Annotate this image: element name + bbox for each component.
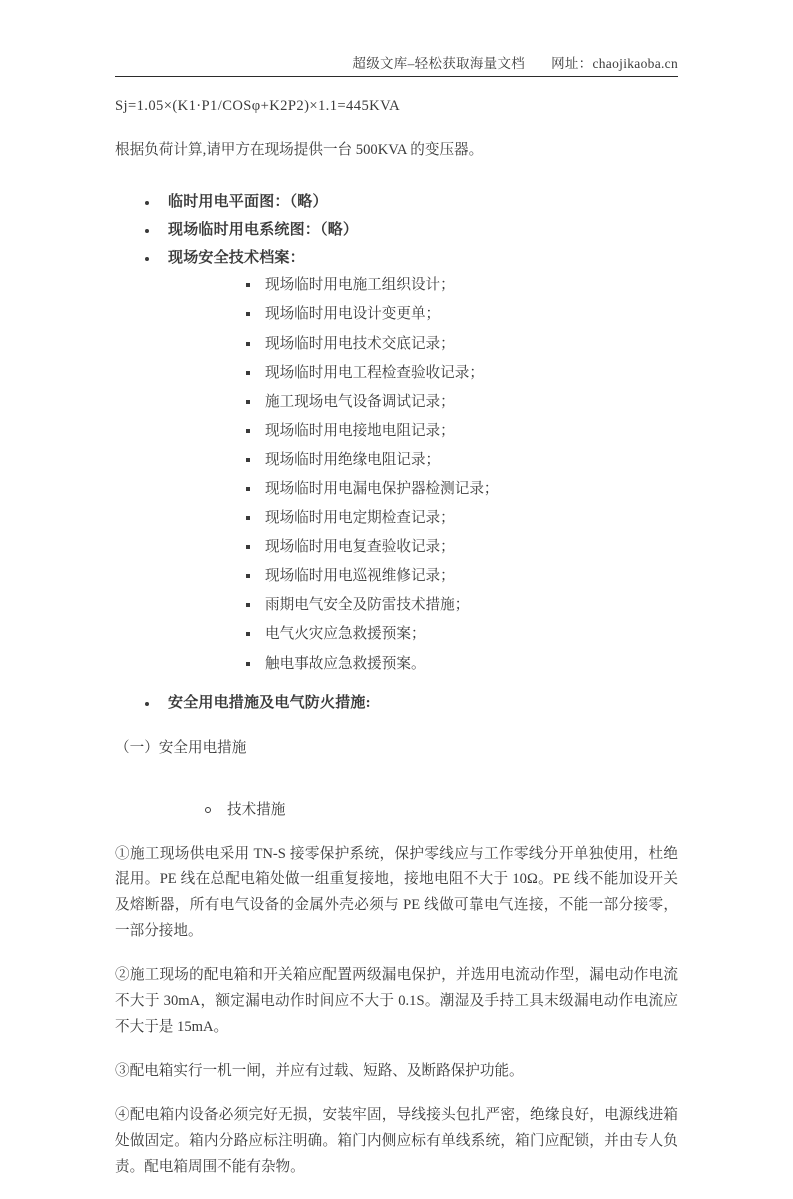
archive-sub-list: [115, 273, 678, 676]
main-bullet-list: [115, 190, 678, 271]
list-item: 触电事故应急救援预案。: [115, 652, 678, 677]
technical-measures-sub-heading-list: [115, 798, 678, 823]
list-item: 现场安全技术档案：: [115, 246, 678, 272]
safety-bullet-list: [115, 691, 678, 717]
section-heading-one: （一）安全用电措施: [115, 740, 247, 757]
header-text-line: [115, 52, 678, 72]
paragraph-2: ②施工现场的配电箱和开关箱应配置两级漏电保护，并选用电流动作型，漏电动作电流不大于 30mA，额定漏电动作时间应不大于 0.1S。潮湿及手持工具末级漏电动作电流应不大于是 15mA。: [115, 967, 678, 1036]
list-item: 安全用电措施及电气防火措施:: [115, 691, 678, 717]
list-item: 电气火灾应急救援预案；: [115, 622, 678, 647]
list-item: 现场临时用电工程检查验收记录；: [115, 361, 678, 386]
spacer: [115, 780, 678, 798]
list-item: 现场临时用绝缘电阻记录；: [115, 448, 678, 473]
spacer: [115, 681, 678, 691]
list-item: 临时用电平面图：（略）: [115, 190, 678, 216]
list-item: 雨期电气安全及防雷技术措施；: [115, 593, 678, 618]
list-item: 技术措施: [115, 798, 678, 823]
list-item: 现场临时用电漏电保护器检测记录；: [115, 477, 678, 502]
spacer: [115, 824, 678, 842]
list-item: 现场临时用电复查验收记录；: [115, 535, 678, 560]
list-item: 现场临时用电施工组织设计；: [115, 273, 678, 298]
document-body: [115, 94, 678, 1199]
transformer-note: 根据负荷计算,请甲方在现场提供一台 500KVA 的变压器。: [115, 141, 484, 158]
load-formula: Sj=1.05×(K1·P1/COSφ+K2P2)×1.1=445KVA: [115, 98, 401, 114]
list-item: 施工现场电气设备调试记录；: [115, 390, 678, 415]
list-item: 现场临时用电设计变更单；: [115, 302, 678, 327]
list-item: 现场临时用电接地电阻记录；: [115, 419, 678, 444]
header-divider: [115, 76, 678, 77]
header-site-url: 网址：chaojikaoba.cn: [551, 56, 678, 71]
paragraph-3: ③配电箱实行一机一闸，并应有过载、短路、及断路保护功能。: [115, 1063, 524, 1080]
list-item: 现场临时用电定期检查记录；: [115, 506, 678, 531]
list-item: 现场临时用电巡视维修记录；: [115, 564, 678, 589]
header-site-name: 超级文库–轻松获取海量文档: [352, 56, 526, 71]
page-header: [115, 52, 678, 77]
spacer: [115, 180, 678, 190]
spacer: [115, 718, 678, 736]
list-item: 现场临时用电系统图：（略）: [115, 218, 678, 244]
paragraph-4: ④配电箱内设备必须完好无损，安装牢固，导线接头包扎严密，绝缘良好，电源线进箱处做固定。箱内分路应标注明确。箱门内侧应标有单线系统，箱门应配锁，并由专人负责。配电箱周围不能有杂物。: [115, 1107, 678, 1176]
paragraph-1: ①施工现场供电采用 TN-S 接零保护系统，保护零线应与工作零线分开单独使用，杜绝混用。PE 线在总配电箱处做一组重复接地，接地电阻不大于 10Ω。PE 线不能加设开关及熔断器，所有电气设备的金属外壳必须与 PE 线做可靠电气连接，不能一部分接零，一部分接地。: [115, 845, 678, 940]
list-item: 现场临时用电技术交底记录；: [115, 332, 678, 357]
